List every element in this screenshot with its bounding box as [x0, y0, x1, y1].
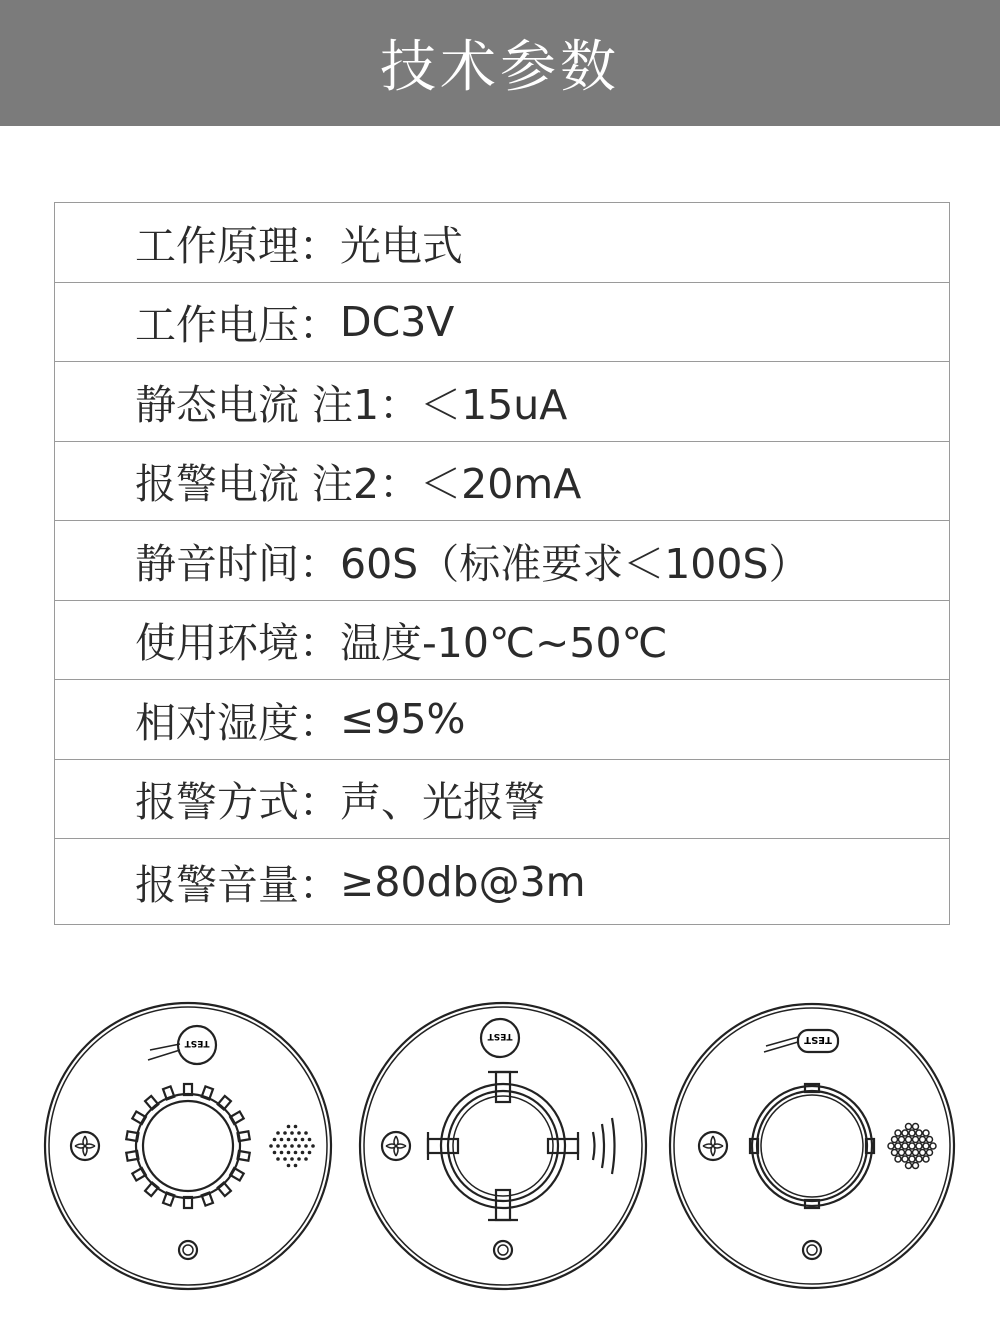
header-banner: [0, 0, 1000, 126]
spec-label: 报警电流 注2：: [135, 460, 421, 509]
spec-row: [55, 601, 949, 681]
test-button-label: TEST: [184, 1038, 210, 1048]
spec-value: 60S（标准要求＜100S）: [340, 539, 810, 588]
spec-value: ≥80db@3m: [340, 857, 586, 906]
spec-row: [55, 362, 949, 442]
spec-value: 温度-10℃~50℃: [340, 619, 668, 668]
speaker-holes-icon: [888, 1124, 936, 1169]
spec-table: [54, 202, 950, 925]
test-button-label: TEST: [487, 1031, 513, 1041]
spec-row: [55, 839, 949, 924]
spec-value: 声、光报警: [340, 778, 545, 827]
spec-label: 工作电压：: [135, 301, 340, 350]
spec-row: [55, 442, 949, 522]
test-button-label: TEST: [804, 1034, 832, 1045]
spec-label: 相对湿度：: [135, 698, 340, 747]
spec-value: ＜20mA: [420, 460, 582, 509]
spec-label: 静态电流 注1：: [135, 380, 421, 429]
spec-value: ＜15uA: [420, 380, 568, 429]
spec-label: 工作原理：: [135, 221, 340, 270]
spec-value: DC3V: [340, 297, 455, 346]
speaker-holes-icon: [269, 1125, 315, 1168]
spec-label: 报警音量：: [135, 861, 340, 909]
gear-ring-icon: [126, 1084, 250, 1208]
page-title: 技术参数: [380, 35, 620, 100]
spec-label: 静音时间：: [135, 539, 340, 588]
spec-label: 报警方式：: [135, 778, 340, 827]
spec-row: [55, 680, 949, 760]
smoke-detector-drawing-2: [360, 1003, 646, 1289]
detector-drawings: [40, 1000, 960, 1300]
spec-value: ≤95%: [340, 695, 466, 744]
spec-row: [55, 283, 949, 363]
spec-label: 使用环境：: [135, 619, 340, 668]
spec-row: [55, 760, 949, 840]
spec-value: 光电式: [340, 221, 463, 270]
smoke-detector-drawing-1: [45, 1003, 331, 1289]
spec-row: [55, 521, 949, 601]
spec-row: [55, 203, 949, 283]
smoke-detector-drawing-3: [670, 1004, 954, 1288]
